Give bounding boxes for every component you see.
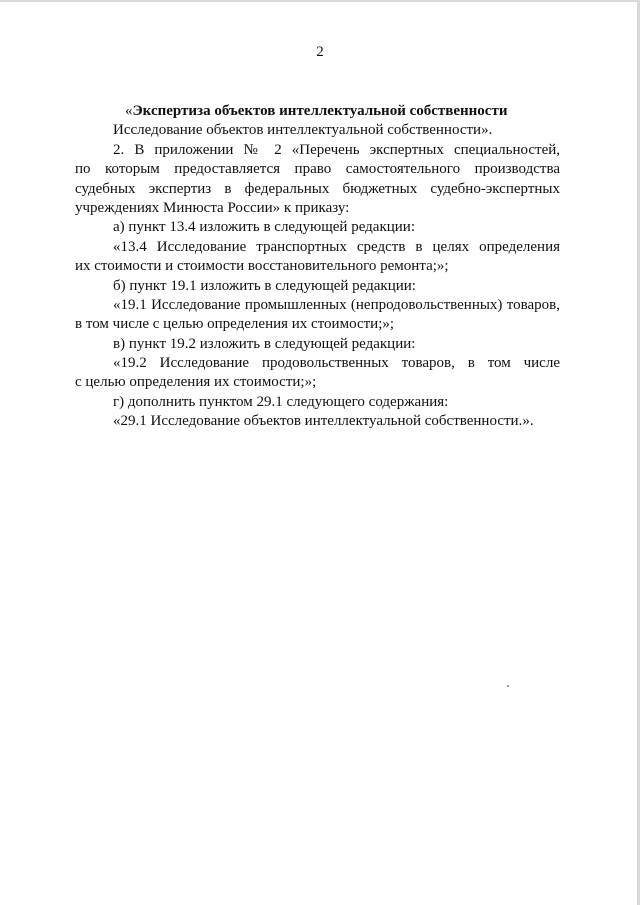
quoted-line: их стоимости и стоимости восстановительного ремонта;»; (75, 258, 449, 275)
quoted-line: «19.2 Исследование продовольственных товаров, в том числе (113, 355, 560, 372)
paragraph-line: по которым предоставляется право самостоятельного производства (75, 161, 560, 178)
paragraph-line: 2. В приложении № 2 «Перечень экспертных специальностей, (113, 141, 560, 158)
page-number: 2 (316, 44, 324, 60)
list-item-b: б) пункт 19.1 изложить в следующей редакции: (113, 277, 416, 294)
scan-speck (507, 685, 509, 687)
paragraph-line: судебных экспертиз в федеральных бюджетных судебно-экспертных (75, 180, 560, 197)
scan-edge-top (0, 0, 640, 2)
list-item-g: г) дополнить пунктом 29.1 следующего содержания: (113, 393, 449, 410)
section-heading (75, 102, 560, 121)
paragraph-line: Исследование объектов интеллектуальной собственности». (113, 122, 493, 139)
quoted-line: в том числе с целью определения их стоимости;»; (75, 316, 395, 333)
quoted-line: «13.4 Исследование транспортных средств в целях определения (113, 238, 560, 255)
paragraph-line: учреждениях Минюста России» к приказу: (75, 199, 350, 216)
quoted-line: с целью определения их стоимости;»; (75, 374, 317, 391)
heading-bold-text: Экспертиза объектов интеллектуальной собственности (132, 103, 508, 119)
quoted-line: «29.1 Исследование объектов интеллектуальной собственности.». (113, 413, 534, 430)
list-item-a: а) пункт 13.4 изложить в следующей редакции: (113, 219, 415, 236)
list-item-v: в) пункт 19.2 изложить в следующей редакции: (113, 335, 416, 352)
heading-open-quote: « (125, 103, 133, 119)
quoted-line: «19.1 Исследование промышленных (непродовольственных) товаров, (113, 296, 560, 313)
document-body (75, 102, 560, 432)
